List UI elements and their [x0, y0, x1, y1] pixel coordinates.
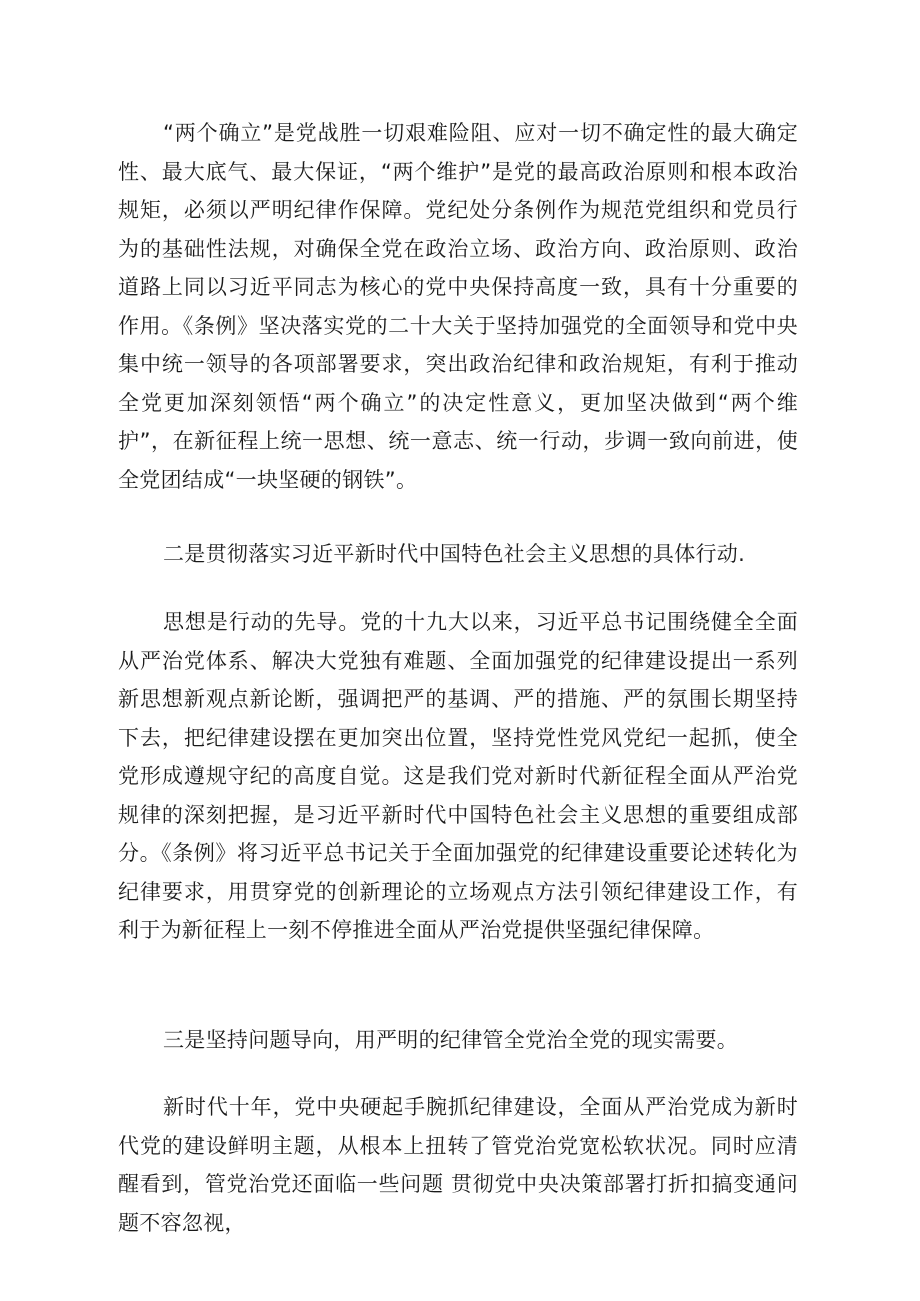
paragraph-new-era-decade: 新时代十年，党中央硬起手腕抓纪律建设，全面从严治党成为新时代党的建设鲜明主题，从根本上扭转了管党治党宽松软状况。同时应清醒看到，管党治党还面临一些问题 贯彻党中央决策部署打折扣搞变通问题不容忽视，: [118, 1095, 798, 1235]
paragraph-first-establishments: “两个确立”是党战胜一切艰难险阻、应对一切不确定性的最大确定性、最大底气、最大保证，“两个维护”是党的最高政治原则和根本政治规矩，必须以严明纪律作保障。党纪处分条例作为规范党组织和党员行为的基础性法规，对确保全党在政治立场、政治方向、政治原则、政治道路上同以习近平同志为核心的党中央保持高度一致，具有十分重要的作用。《条例》坚决落实党的二十大关于坚持加强党的全面领导和党中央集中统一领导的各项部署要求，突出政治纪律和政治规矩，有利于推动全党更加深刻领悟“两个确立”的决定性意义，更加坚决做到“两个维护”，在新征程上统一思想、统一意志、统一行动，步调一致向前进，使全党团结成“一块坚硬的钢铁”。: [118, 121, 798, 492]
paragraph-thought-guidance: 思想是行动的先导。党的十九大以来，习近平总书记围绕健全全面从严治党体系、解决大党独有难题、全面加强党的纪律建设提出一系列新思想新观点新论断，强调把严的基调、严的措施、严的氛围长期坚持下去，把纪律建设摆在更加突出位置，坚持党性党风党纪一起抓，使全党形成遵规守纪的高度自觉。这是我们党对新时代新征程全面从严治党规律的深刻把握，是习近平新时代中国特色社会主义思想的重要组成部分。《条例》将习近平总书记关于全面加强党的纪律建设重要论述转化为纪律要求，用贯穿党的创新理论的立场观点方法引领纪律建设工作，有利于为新征程上一刻不停推进全面从严治党提供坚强纪律保障。: [118, 610, 798, 942]
section-heading-two: 二是贯彻落实习近平新时代中国特色社会主义思想的具体行动.: [163, 542, 746, 566]
section-heading-three: 三是坚持问题导向，用严明的纪律管全党治全党的现实需要。: [163, 1028, 739, 1052]
